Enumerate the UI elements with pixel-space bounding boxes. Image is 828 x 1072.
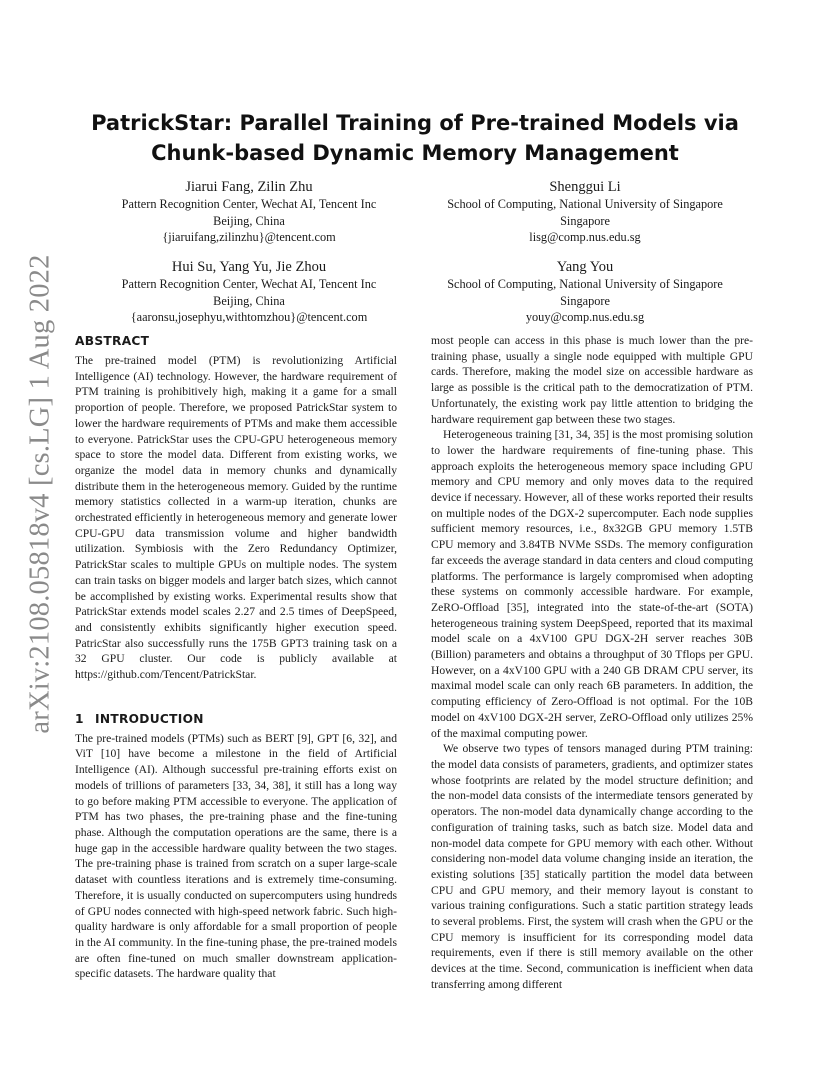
intro-paragraph-1: The pre-trained models (PTMs) such as BERT [9], GPT [6, 32], and ViT [10] have become a milestone in the field of Artificial Intelligence (AI). Although successful pre-training efforts exist on models of trillions of parameters [33, 34, 38], it still has a long way to go before making PTM accessible to everyone. The application of PTM has two phases, the pre-training phase and the fine-tuning phase. Although the computation operations are the same, there is a huge gap in the accessible hardware quality between the two stages. The pre-training phase is trained from scratch on a super large-scale dataset with countless iterations and is extremely time-consuming. Therefore, it is usually conducted on supercomputers using hundreds of GPU nodes connected with high-speed network fabric. Such high-quality hardware is only affordable for a small proportion of people in the AI community. In the fine-tuning phase, the pre-trained models are often fine-tuned on much smaller downstream application-specific datasets. The hardware quality that bbox=[75, 731, 397, 981]
author-block-3 bbox=[88, 258, 410, 326]
author-location: Singapore bbox=[560, 293, 610, 308]
intro-section-title: INTRODUCTION bbox=[95, 711, 204, 726]
author-location: Singapore bbox=[560, 213, 610, 228]
author-location: Beijing, China bbox=[213, 293, 285, 308]
author-affiliation: Pattern Recognition Center, Wechat AI, Tencent Inc bbox=[121, 277, 377, 291]
author-affiliation: Pattern Recognition Center, Wechat AI, Tencent Inc bbox=[121, 197, 377, 211]
intro-paragraph-1-continued: most people can access in this phase is much lower than the pre-training phase, usually a single node equipped with multiple GPU cards. Therefore, making the model size on accessible hardware as large as possible is the critical path to the democratization of PTM. Unfortunately, the existing work pay little attention to bridging the hardware requirement gap between these two stages. bbox=[431, 334, 753, 426]
author-names: Hui Su, Yang Yu, Jie Zhou bbox=[171, 259, 327, 275]
paper-title-line2: Chunk-based Dynamic Memory Management bbox=[151, 141, 679, 165]
author-location: Beijing, China bbox=[213, 213, 285, 228]
author-names: Yang You bbox=[556, 259, 614, 275]
author-email: {jiaruifang,zilinzhu}@tencent.com bbox=[162, 230, 336, 245]
author-email: youy@comp.nus.edu.sg bbox=[525, 310, 645, 325]
author-names: Jiarui Fang, Zilin Zhu bbox=[185, 179, 313, 195]
abstract-text: The pre-trained model (PTM) is revolutionizing Artificial Intelligence (AI) technology. However, the hardware requirement of PTM training is prohibitively high, making it a game for a small proportion of people. Therefore, we proposed PatrickStar system to lower the hardware requirements of PTMs and make them accessible to everyone. PatrickStar uses the CPU-GPU heterogeneous memory space to store the model data. Different from existing works, we organize the model data in memory chunks and dynamically distribute them in the heterogeneous memory. Guided by the runtime memory statistics collected in a warm-up iteration, chunks are orchestrated efficiently in heterogeneous memory and generate lower CPU-GPU data transmission volume and higher bandwidth utilization. Symbiosis with the Zero Redundancy Optimizer, PatrickStar scales to multiple GPUs on multiple nodes. The system can train tasks on bigger models and larger batch sizes, which cannot be accomplished by existing works. Experimental results show that PatrickStar extends model scales 2.27 and 2.5 times of DeepSpeed, and consistently exhibits significantly higher execution speed. PatricStar also successfully runs the 175B GPT3 training task on a 32 GPU cluster. Our code is publicly available at https://github.com/Tencent/PatrickStar. bbox=[75, 354, 397, 682]
arxiv-watermark-text: arXiv:2108.05818v4 [cs.LG] 1 Aug 2022 bbox=[25, 254, 56, 734]
author-block-1 bbox=[88, 178, 410, 246]
author-affiliation: School of Computing, National University of Singapore bbox=[447, 197, 723, 211]
intro-heading bbox=[75, 711, 397, 727]
author-email: {aaronsu,josephyu,withtomzhou}@tencent.com bbox=[130, 310, 368, 325]
author-block-2 bbox=[424, 178, 746, 246]
intro-paragraph-2: Heterogeneous training [31, 34, 35] is the most promising solution to lower the hardware requirements of fine-tuning phase. This approach exploits the heterogeneous memory space including GPU memory and CPU memory and only moves data to the required device if necessary. However, all of these works reported their results on multiple nodes of the DGX-2 supercomputer. Each node supplies sufficient memory resources, i.e., 8x32GB GPU memory 1.5TB CPU memory and 3.84TB NVMe SSDs. The memory configuration far exceeds the average standard in data centers and cloud computing platforms. The performance is largely compromised when adopting these systems on commonly accessible hardware. For example, ZeRO-Offload [35], integrated into the state-of-the-art (SOTA) heterogeneous training system DeepSpeed, reported that its maximal model scale on a 4xV100 GPU DGX-2H server reaches 30B (Billion) parameters and obtains a throughput of 30 Tflops per GPU. However, on a 4xV100 GPU with a 240 GB DRAM CPU server, its maximal model scale can only reach 6B parameters. In addition, the computing efficiency of Zero-Offload is not optimal. For the 10B model on 4xV100 DGX-2H server, ZeRO-Offload only utilizes 25% of the maximal computing power. bbox=[431, 428, 753, 740]
author-names: Shenggui Li bbox=[549, 179, 621, 195]
right-column bbox=[431, 333, 753, 993]
left-column bbox=[75, 333, 397, 982]
paper-title bbox=[76, 108, 754, 168]
intro-section-number: 1 bbox=[75, 711, 84, 726]
paper-title-line1: PatrickStar: Parallel Training of Pre-trained Models via bbox=[91, 111, 739, 135]
abstract-heading: ABSTRACT bbox=[75, 334, 150, 348]
arxiv-watermark bbox=[18, 254, 64, 734]
author-affiliation: School of Computing, National University of Singapore bbox=[447, 277, 723, 291]
author-email: lisg@comp.nus.edu.sg bbox=[529, 230, 641, 245]
intro-paragraph-3: We observe two types of tensors managed during PTM training: the model data consists of parameters, gradients, and optimizer states whose footprints are related by the model structure definition; and the non-model data consists of the intermediate tensors generated by operators. The non-model data dynamically change according to the configuration of training tasks, such as batch size. Model data and non-model data compete for GPU memory with each other. Without considering non-model data volume changing inside an iteration, the existing solutions [35] statically partition the model data between CPU and GPU memory, and their memory layout is constant to various training configurations. Such a static partition strategy leads to several problems. First, the system will crash when the GPU or the CPU memory is insufficient for its corresponding model data requirements, even if there is still memory available on the other devices at the time. Second, communication is inefficient when data transferring among different bbox=[431, 742, 753, 991]
author-block-4 bbox=[424, 258, 746, 326]
